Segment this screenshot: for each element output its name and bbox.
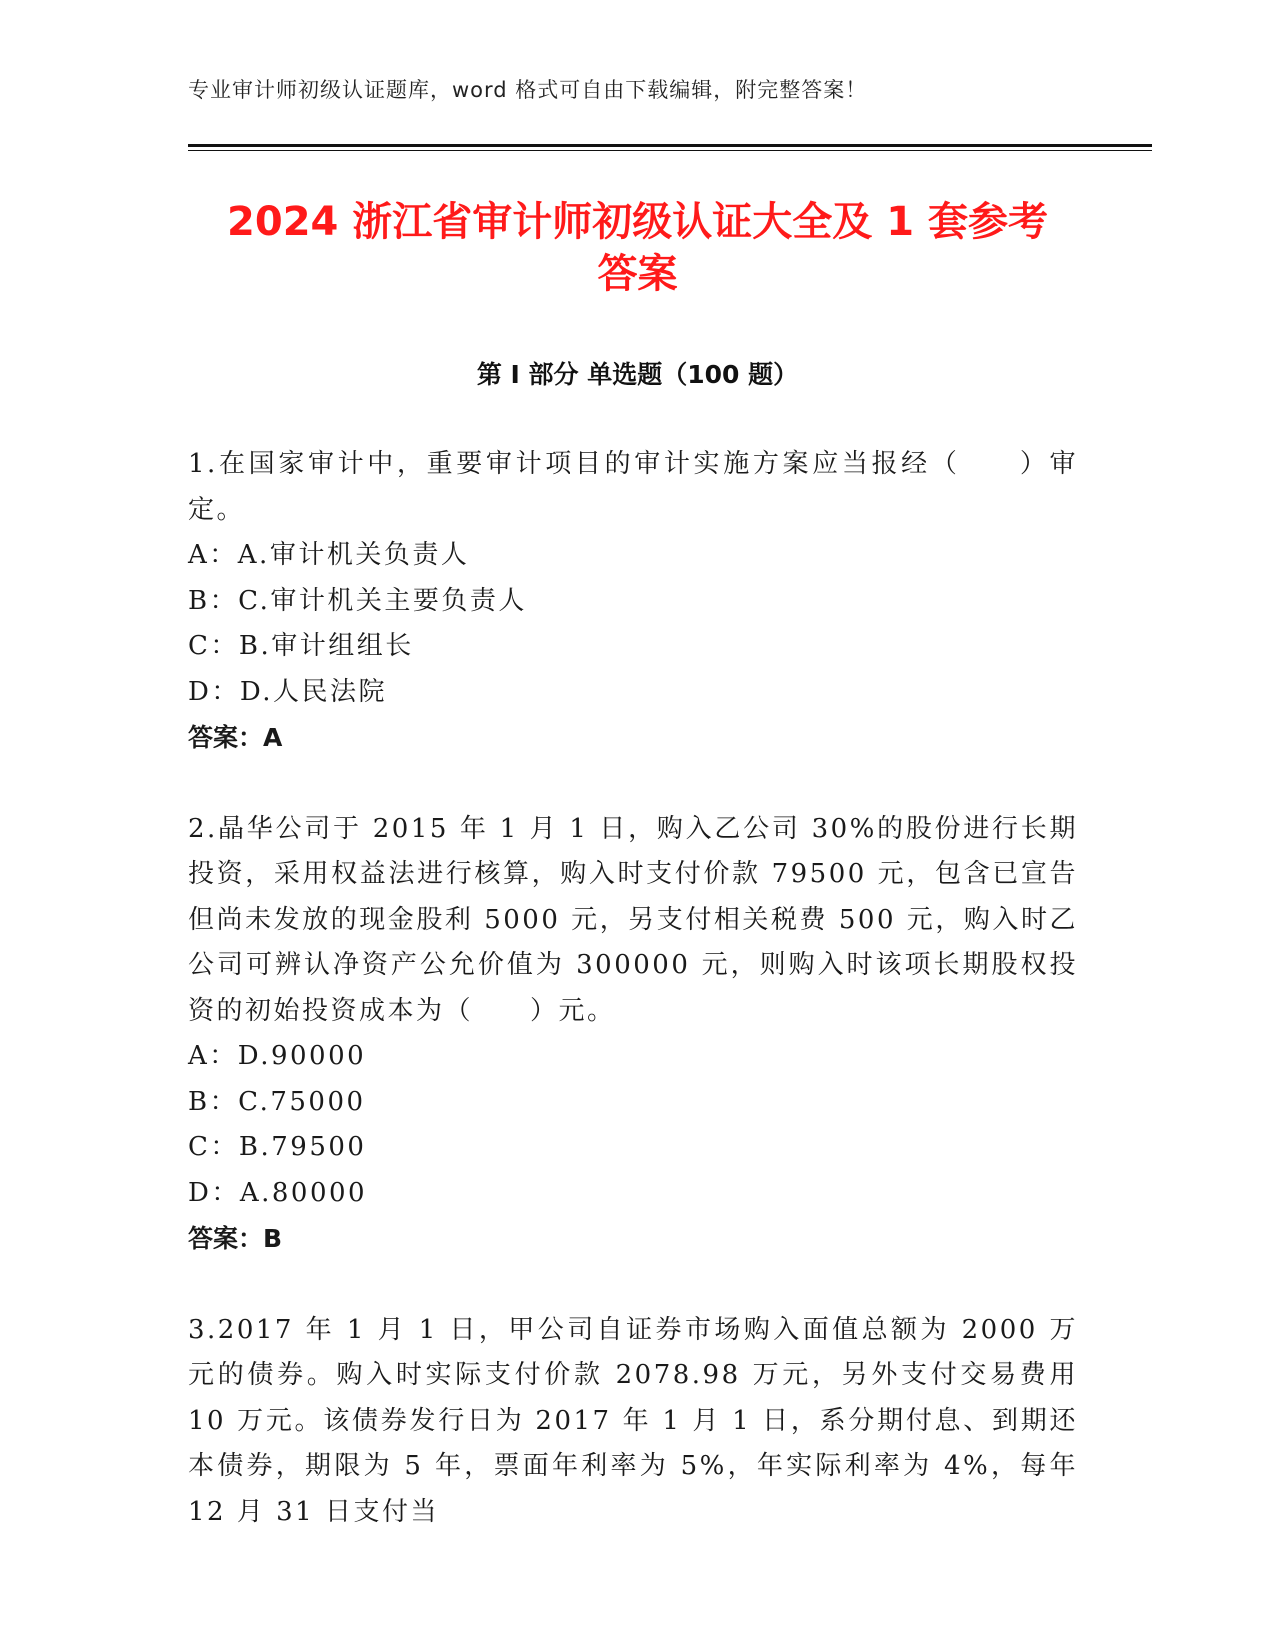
header-rule-thin [188, 150, 1152, 151]
question-3 [188, 1308, 1078, 1536]
option-d: D：A.80000 [188, 1177, 368, 1208]
option-c: C：B.79500 [188, 1132, 367, 1162]
question-1 [188, 442, 1078, 761]
document-title [150, 196, 1125, 300]
question-stem: 2.晶华公司于 2015 年 1 月 1 日，购入乙公司 30%的股份进行长期投资，采用权益法进行核算，购入时支付价款 79500 元，包含已宣告但尚未发放的现金股利 5000 元，另支付相关税费 500 元，购入时乙公司可辨认净资产公允价值为 300000 元，则购入时该项长期股权投资的初始投资成本为（ ）元。 [188, 813, 1078, 1026]
header-rule-thick [188, 144, 1152, 147]
question-list [188, 442, 1078, 1581]
header-note: 专业审计师初级认证题库，word 格式可自由下载编辑，附完整答案！ [188, 78, 868, 102]
option-c: C：B.审计组组长 [188, 631, 414, 661]
option-b: B：C.75000 [188, 1086, 366, 1117]
option-d: D：D.人民法院 [188, 676, 388, 707]
question-stem: 3.2017 年 1 月 1 日，甲公司自证券市场购入面值总额为 2000 万元的债券。购入时实际支付价款 2078.98 万元，另外支付交易费用 10 万元。该债券发行日为 2017 年 1 月 1 日，系分期付息、到期还本债券，期限为 5 年，票面年利率为 5%，年实际利率为 4%，每年 12 月 31 日支付当 [188, 1314, 1078, 1527]
question-2 [188, 807, 1078, 1262]
option-a: A：D.90000 [188, 1041, 367, 1071]
answer-label: 答案：A [188, 723, 283, 752]
section-title: 第 I 部分 单选题（100 题） [476, 360, 799, 389]
answer-label: 答案：B [188, 1224, 283, 1253]
option-a: A：A.审计机关负责人 [188, 540, 470, 570]
question-stem: 1.在国家审计中，重要审计项目的审计实施方案应当报经（ ）审定。 [188, 449, 1078, 525]
option-b: B：C.审计机关主要负责人 [188, 585, 527, 616]
document-title-line2: 答案 [597, 251, 678, 297]
document-title-line1: 2024 浙江省审计师初级认证大全及 1 套参考 [227, 199, 1048, 245]
